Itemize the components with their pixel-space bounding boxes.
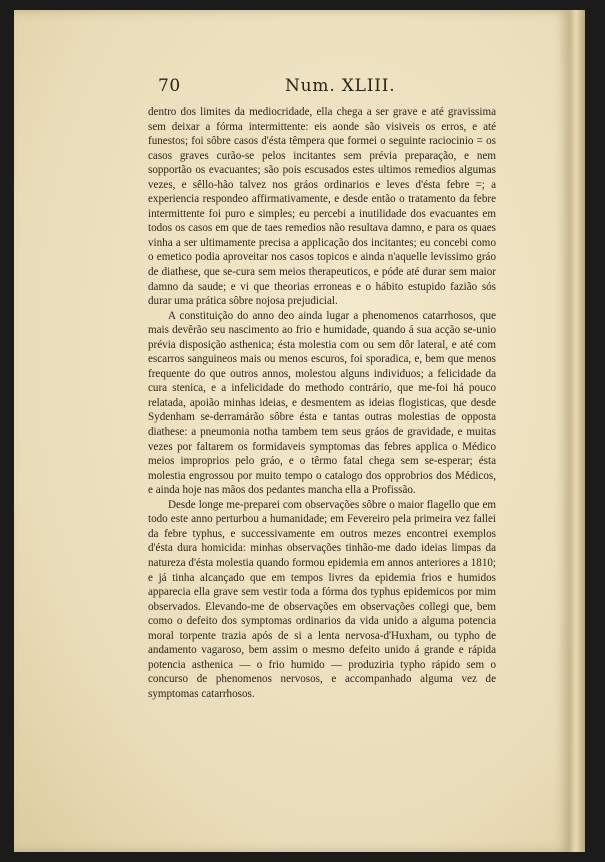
- paragraph-2: A constituição do anno deo ainda lugar a phenomenos catarrhosos, que mais devêrão seu nascimento ao frio e humidade, quando á sua acção se-unio prévia disposição asthenica; ésta molestia com ou sem dôr lateral, e até com escarros sanguineos mais ou menos escuros, foi sporadica, e, bem que menos frequente do que outros annos, molestou alguns individuos; a felicidade da cura stenica, e a infelicidade do methodo contrário, que me-foi há pouco relatada, apoião minhas ideias, e desmentem as ideias flogisticas, que desde Sydenham se-derramárão sôbre ésta e tantas outras molestias de opposta diathese: a pneumonia notha tambem tem seus gráos de gravidade, e muitas vezes por faltarem os formidaveis symptomas das febres applica o Médico meios improprios pelo gráo, e o têrmo fatal chega sem se-esperar; ésta molestia engrossou por muito tempo o catalogo dos opprobrios dos Médicos, e ainda hoje nas mãos dos pedantes mancha ella a Profissão.: [148, 309, 496, 497]
- page-number: 70: [158, 76, 181, 96]
- paragraph-3: Desde longe me-preparei com observações sôbre o maior flagello que em todo este anno perturbou a humanidade; em Fevereiro pela primeira vez fallei da febre typhus, e successivamente em outros mezes encontrei exemplos d'ésta dura homicida: minhas observações tinhão-me dado ideias limpas da natureza d'ésta molestia quando formou epidemia em annos anteriores a 1810; e já tinha alcançado que em tempos livres da epidemia frios e humidos apparecia ella grave sem vestir toda a fórma dos typhus epidemicos por mim observados. Elevando-me de observações em observações collegi que, bem como o defeito dos symptomas ordinarios da vida unido a alguma potencia moral torpente trazia após de si a lenta nervosa-d'Huxham, ou typho de andamento vagaroso, bem assim o mesmo defeito unido á grande e rápida potencia asthenica — o frio humido — produziria typho rápido sem o concurso de phenomenos nervosos, e accompanhado alguma vez de symptomas catarrhosos.: [148, 498, 496, 700]
- page-edge: [570, 10, 585, 852]
- page-header: [158, 76, 498, 102]
- running-title: Num. XLIII.: [285, 76, 396, 96]
- paragraph-1: dentro dos limites da mediocridade, ella chega a ser grave e até gravissima sem deixar a fórma intermittente: eis aonde são visiveis os erros, e até funestos; foi sôbre casos d'ésta têmpera que formei o seguinte raciocinio = os casos graves curão-se pelos incitantes sem prévia preparação, e nem sopportão os evacuantes; são pois escusados estes ultimos remedios algumas vezes, e sêllo-hão talvez nos gráos ordinarios e leves d'ésta febre =; a experiencia respondeo affirmativamente, e desde então o tratamento da febre intermittente foi puro e simples; eu percebi a inutilidade dos evacuantes em todos os casos em que de taes remedios não resultava damno, e para os quaes vinha a ser ultimamente precisa a applicação dos incitantes; eu concebi como o emetico podia aproveitar nos casos topicos e ainda n'aquelle levissimo gráo de diathese, que se-cura sem meios therapeuticos, e póde até durar sem maior damno da saude; e vi que theorias erroneas e o hábito estupido fazião sós durar uma prática sôbre nojosa prejudicial.: [148, 106, 496, 308]
- body-text: [148, 105, 496, 701]
